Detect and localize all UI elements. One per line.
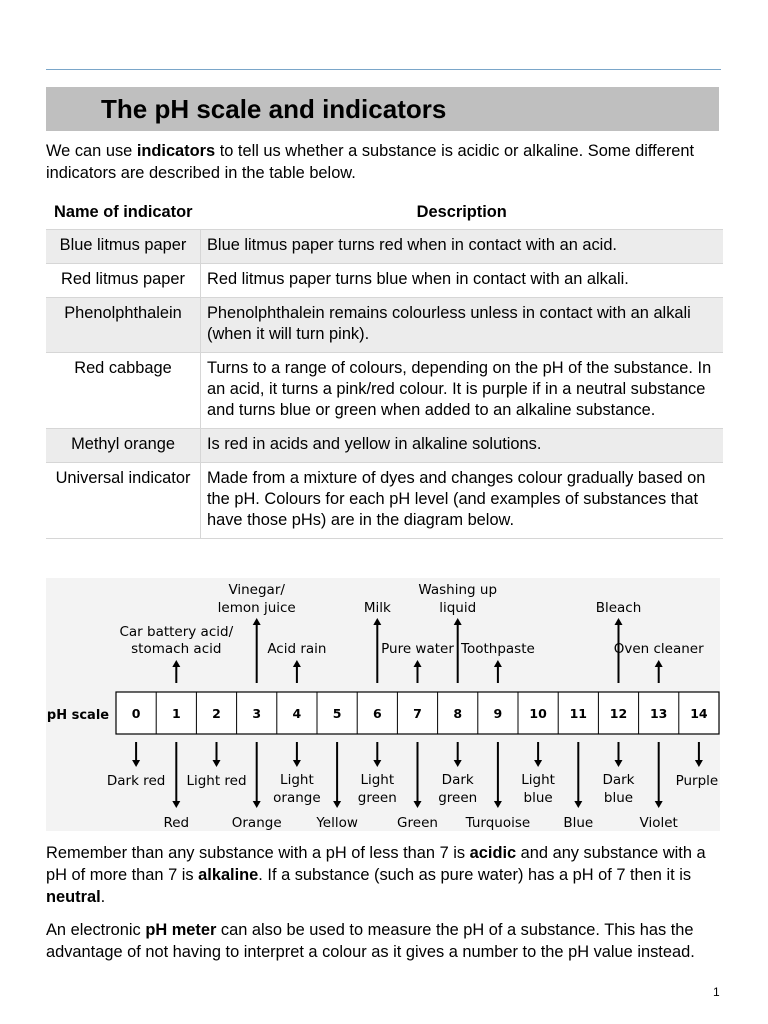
substance-label: Pure water (381, 641, 454, 657)
colour-arrow-head (253, 801, 261, 808)
substance-arrow-head (615, 618, 623, 625)
colour-arrow-head (414, 801, 422, 808)
ph-value-14: 14 (690, 706, 708, 721)
indicator-description: Phenolphthalein remains colourless unless in contact with an alkali (when it will turn pink). (201, 298, 724, 353)
header-name-of-indicator: Name of indicator (54, 202, 193, 221)
remember-text-4: . (100, 888, 106, 906)
substance-label: Bleach (595, 600, 642, 616)
substance-label: Acid rain (267, 641, 327, 657)
ph-value-6: 6 (372, 706, 382, 721)
colour-arrow-head (213, 760, 221, 767)
header-rule (46, 69, 721, 70)
ph-meter-paragraph (46, 919, 726, 963)
substance-arrow-head (373, 618, 381, 625)
table-row (46, 298, 723, 353)
colour-label: Blue (563, 815, 594, 831)
colour-arrow-head (574, 801, 582, 808)
indicator-description: Is red in acids and yellow in alkaline solutions. (201, 429, 724, 463)
bold-ph-meter: pH meter (145, 921, 217, 939)
bold-alkaline: alkaline (198, 866, 259, 884)
colour-arrow-head (534, 760, 542, 767)
substance-arrow-head (253, 618, 261, 625)
ph-value-1: 1 (171, 706, 181, 721)
ph-scale-label: pH scale (46, 708, 110, 723)
colour-arrow-head (132, 760, 140, 767)
colour-arrow-head (333, 801, 341, 808)
indicator-description: Blue litmus paper turns red when in contact with an acid. (201, 230, 724, 264)
bold-neutral: neutral (46, 888, 101, 906)
ph-value-5: 5 (332, 706, 342, 721)
ph-value-7: 7 (413, 706, 422, 721)
colour-label: green (438, 790, 478, 806)
colour-label: Purple (675, 773, 719, 789)
acidic-alkaline-paragraph (46, 842, 726, 908)
substance-label: Milk (363, 600, 391, 616)
substance-label: Vinegar/ (228, 582, 285, 598)
header-description: Description (416, 202, 507, 221)
title-bar (46, 87, 719, 131)
colour-label: Light (280, 772, 314, 788)
colour-label: Turquoise (465, 815, 531, 831)
indicator-name: Blue litmus paper (46, 230, 201, 264)
intro-text-2: to tell us whether a substance is acidic or alkaline. Some different indicators are described in the table below. (46, 142, 695, 182)
table-row (46, 429, 723, 463)
substance-arrow-head (293, 660, 301, 667)
intro-bold-indicators: indicators (136, 142, 216, 160)
remember-text-2: and any substance with a pH of more than 7 is (46, 844, 706, 884)
indicator-description: Red litmus paper turns blue when in contact with an alkali. (201, 264, 724, 298)
ph-value-11: 11 (569, 706, 588, 721)
ph-value-13: 13 (649, 706, 668, 721)
indicator-name: Red cabbage (46, 353, 201, 429)
colour-arrow-head (293, 760, 301, 767)
colour-label: blue (603, 790, 634, 806)
substance-label: stomach acid (131, 641, 222, 657)
colour-arrow-head (454, 760, 462, 767)
ph-value-10: 10 (529, 706, 547, 721)
substance-label: Toothpaste (461, 641, 535, 657)
ph-scale-svg (46, 578, 720, 831)
ph-scale-diagram (46, 578, 720, 831)
colour-arrow-head (655, 801, 663, 808)
colour-label: green (357, 790, 397, 806)
remember-text-1: Remember than any substance with a pH of less than 7 is (46, 844, 470, 862)
substance-arrow-head (655, 660, 663, 667)
intro-paragraph (46, 140, 726, 184)
colour-arrow-head (373, 760, 381, 767)
colour-label: Orange (231, 815, 282, 831)
indicator-name: Phenolphthalein (46, 298, 201, 353)
colour-label: Dark red (106, 773, 166, 789)
colour-label: Violet (639, 815, 678, 831)
colour-label: Dark (441, 772, 474, 788)
table-row (46, 463, 723, 539)
substance-label: Car battery acid/ (119, 624, 234, 640)
page-title: The pH scale and indicators (101, 94, 447, 124)
indicator-name: Universal indicator (46, 463, 201, 539)
indicator-description: Turns to a range of colours, depending on the pH of the substance. In an acid, it turns a pink/red colour. It is purple if in a neutral substance and turns blue or green when added to an alkaline substance. (201, 353, 724, 429)
ph-value-8: 8 (453, 706, 463, 721)
colour-label: Dark (602, 772, 635, 788)
colour-label: Light (360, 772, 395, 788)
ph-value-2: 2 (212, 706, 221, 721)
colour-label: Green (397, 815, 438, 831)
intro-text-1: We can use (46, 142, 137, 160)
substance-label: liquid (439, 600, 477, 616)
meter-text-1: An electronic (46, 921, 146, 939)
substance-label: Oven cleaner (613, 641, 704, 657)
ph-value-0: 0 (131, 706, 141, 721)
colour-label: orange (273, 790, 321, 806)
colour-arrow-head (615, 760, 623, 767)
ph-value-12: 12 (609, 706, 628, 721)
page-number: 1 (713, 985, 720, 999)
colour-arrow-head (494, 801, 502, 808)
colour-label: Red (163, 815, 190, 831)
colour-arrow-head (172, 801, 180, 808)
substance-arrow-head (172, 660, 180, 667)
substance-arrow-head (454, 618, 462, 625)
substance-arrow-head (414, 660, 422, 667)
indicator-name: Methyl orange (46, 429, 201, 463)
ph-value-3: 3 (252, 706, 262, 721)
colour-label: Yellow (316, 815, 358, 831)
indicator-name: Red litmus paper (46, 264, 201, 298)
table-header-row (46, 195, 723, 230)
table-row (46, 353, 723, 429)
colour-label: Light (521, 772, 555, 788)
meter-text-2: can also be used to measure the pH of a substance. This has the advantage of not having to interpret a colour as it gives a number to the pH value instead. (46, 921, 695, 961)
colour-label: blue (523, 790, 553, 806)
colour-label: Light red (186, 773, 247, 789)
substance-arrow-head (494, 660, 502, 667)
bold-acidic: acidic (469, 844, 517, 862)
substance-label: Washing up (418, 582, 498, 598)
table-row (46, 264, 723, 298)
ph-value-4: 4 (292, 706, 302, 721)
ph-value-9: 9 (493, 706, 503, 721)
indicator-table (46, 195, 723, 539)
substance-label: lemon juice (217, 600, 296, 616)
indicator-description: Made from a mixture of dyes and changes colour gradually based on the pH. Colours for each pH level (and examples of substances that have those pHs) are in the diagram below. (201, 463, 724, 539)
remember-text-3: . If a substance (such as pure water) has a pH of 7 then it is (258, 866, 692, 884)
colour-arrow-head (695, 760, 703, 767)
table-row (46, 230, 723, 264)
